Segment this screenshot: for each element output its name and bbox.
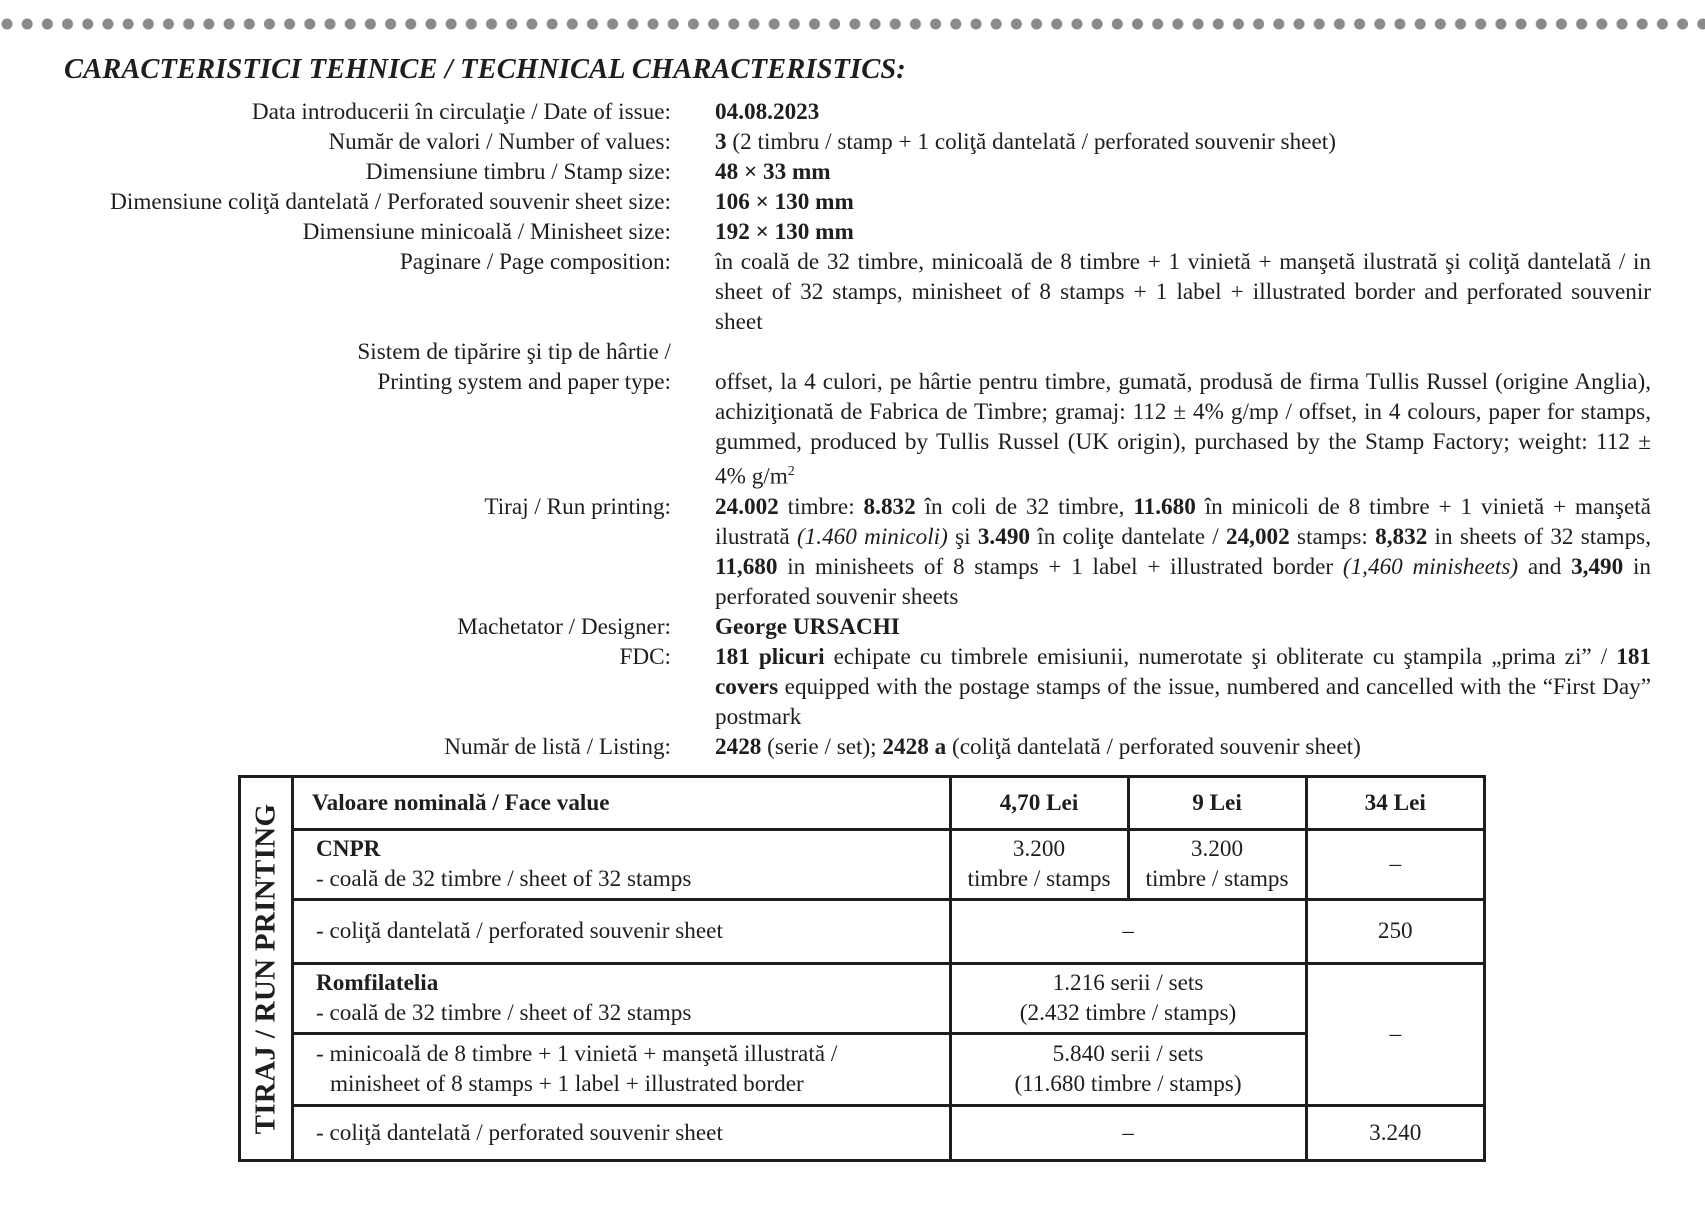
spec-label: Data introducerii în circulaţie / Date of issue: [251, 99, 671, 125]
spec-row-sheet-size [0, 187, 1705, 217]
printing-text: offset, la 4 culori, pe hârtie pentru timbre, gumată, produsă de firma Tullis Russel (origine Anglia), achiziţionată de Fabrica de Timbre; gramaj: 112 ± 4% g/mp / offset, in 4 colours, paper for stamps, gummed, produced by Tullis Russel (UK origin), purchased by the Stamp Factory; weight: 112 ± 4% g/m [715, 369, 1651, 490]
header-col: 4,70 Lei [950, 778, 1128, 829]
table-cell: – [950, 1105, 1306, 1159]
spec-value: 48 × 33 mm [715, 159, 831, 185]
run-text: în coliţe dantelate / [1030, 523, 1226, 550]
cell-unit: timbre / stamps [1145, 866, 1289, 892]
row-desc: - coală de 32 timbre / sheet of 32 stamps [316, 866, 692, 892]
header-col: 9 Lei [1128, 778, 1306, 829]
spec-label: Dimensiune coliţă dantelată / Perforated souvenir sheet size: [110, 189, 671, 215]
spec-value [715, 732, 1651, 762]
listing-number: 2428 a [882, 733, 947, 760]
value-count: 3 [715, 129, 727, 155]
run-number: 8.832 [863, 493, 916, 520]
spec-row-run [0, 492, 1705, 612]
header-face-value: Valoare nominală / Face value [294, 778, 950, 829]
listing-text: (coliţă dantelată / perforated souvenir sheet) [946, 733, 1361, 760]
row-desc: - coală de 32 timbre / sheet of 32 stamps [316, 1000, 692, 1026]
table-cell: 3.240 [1306, 1105, 1483, 1159]
cell-value: (2.432 timbre / stamps) [1019, 1000, 1237, 1026]
spec-value [715, 127, 1651, 157]
row-label [294, 829, 950, 899]
table-row [294, 899, 1483, 963]
run-italic: (1.460 minicoli) [796, 523, 948, 550]
table-side-title [241, 778, 294, 1159]
run-text: in minisheets of 8 stamps + 1 label + illustrated border [777, 553, 1343, 580]
run-text: and [1518, 553, 1572, 580]
run-text: timbre: [778, 493, 864, 520]
spec-value [715, 492, 1651, 612]
cell-value: 5.840 serii / sets [1052, 1041, 1204, 1067]
spec-row-printing-label [0, 337, 1705, 367]
fdc-count: 181 plicuri [715, 643, 825, 670]
header-col: 34 Lei [1306, 778, 1483, 829]
run-text: în minicoli de 8 timbre + 1 vinietă + manşetă ilustrată [715, 493, 1651, 550]
superscript: 2 [787, 464, 795, 479]
issuer-name: Romfilatelia [316, 970, 439, 996]
dotted-border [0, 17, 1705, 31]
cell-value: 3.200 [1190, 836, 1244, 862]
listing-text: (serie / set); [761, 733, 883, 760]
value-text: (2 timbru / stamp + 1 coliţă dantelată / perforated souvenir sheet) [726, 129, 1336, 155]
spec-value: în coală de 32 timbre, minicoală de 8 timbre + 1 vinietă + manşetă ilustrată şi coliţă dantelată / in sheet of 32 stamps, minisheet of 8 stamps + 1 label + illustrated border and perforated souvenir sheet [715, 249, 1651, 335]
run-text: şi [947, 523, 978, 550]
spec-row-date [0, 97, 1705, 127]
run-number: 3.490 [977, 523, 1030, 550]
table-row [294, 1033, 1483, 1105]
run-number: 11,680 [715, 553, 778, 580]
spec-label: Dimensiune minicoală / Minisheet size: [302, 219, 671, 245]
run-number: 24.002 [715, 493, 779, 520]
table-cell [950, 829, 1128, 899]
run-text: in perforated souvenir sheets [715, 553, 1652, 610]
spec-row-stamp-size [0, 157, 1705, 187]
spec-label: FDC: [619, 643, 671, 670]
table-row [294, 829, 1483, 899]
run-number: 8,832 [1375, 523, 1428, 550]
fdc-count: 181 covers [715, 643, 1651, 700]
spec-value: 04.08.2023 [715, 99, 820, 125]
row-label [294, 1033, 950, 1105]
table-row [294, 1105, 1483, 1159]
table-row [294, 963, 1483, 1033]
table-cell [950, 1033, 1306, 1105]
cell-value: 3.200 [1012, 836, 1066, 862]
spec-row-printing [0, 367, 1705, 492]
row-label [294, 963, 950, 1033]
spec-label: Sistem de tipărire şi tip de hârtie / [357, 339, 671, 365]
table-cell: – [1306, 829, 1483, 899]
run-text: stamps: [1289, 523, 1376, 550]
run-italic: (1,460 minisheets) [1342, 553, 1519, 580]
spec-label: Paginare / Page composition: [399, 249, 671, 275]
spec-row-fdc [0, 642, 1705, 732]
spec-value: George URSACHI [715, 613, 900, 640]
run-number: 3,490 [1571, 553, 1624, 580]
spec-value [715, 642, 1651, 732]
spec-value [715, 367, 1651, 492]
section-heading: CARACTERISTICI TEHNICE / TECHNICAL CHARACTERISTICS: [64, 54, 906, 85]
table-header-row [294, 778, 1483, 829]
cell-value: (11.680 timbre / stamps) [1014, 1071, 1242, 1097]
row-desc: minisheet of 8 stamps + 1 label + illustrated border [330, 1071, 804, 1097]
row-label: - coliţă dantelată / perforated souvenir sheet [294, 899, 950, 963]
run-text: în coli de 32 timbre, [915, 493, 1134, 520]
run-number: 11.680 [1133, 493, 1196, 520]
cell-unit: timbre / stamps [967, 866, 1111, 892]
fdc-text: equipped with the postage stamps of the issue, numbered and cancelled with the “First Day” postmark [715, 673, 1651, 730]
run-text: in sheets of 32 stamps, [1427, 523, 1651, 550]
table-cell [950, 963, 1306, 1033]
spec-row-designer [0, 612, 1705, 642]
row-desc: - minicoală de 8 timbre + 1 vinietă + manşetă illustrată / [316, 1041, 838, 1067]
table-cell [1128, 829, 1306, 899]
spec-list [0, 97, 1705, 762]
spec-row-page [0, 247, 1705, 337]
fdc-text: echipate cu timbrele emisiunii, numerotate şi obliterate cu ştampila „prima zi” / [824, 643, 1617, 670]
spec-value: 192 × 130 mm [715, 219, 854, 245]
spec-label: Număr de listă / Listing: [444, 733, 671, 760]
spec-label: Tiraj / Run printing: [484, 493, 671, 520]
table-cell: – [950, 899, 1306, 963]
spec-label: Printing system and paper type: [377, 369, 671, 395]
spec-label: Număr de valori / Number of values: [328, 129, 671, 155]
run-printing-table [238, 775, 1486, 1162]
row-label: - coliţă dantelată / perforated souvenir sheet [294, 1105, 950, 1159]
spec-label: Machetator / Designer: [457, 613, 671, 640]
spec-row-values [0, 127, 1705, 157]
table-cell: – [1306, 963, 1483, 1105]
listing-number: 2428 [715, 733, 762, 760]
run-table [294, 778, 1483, 1159]
spec-row-listing [0, 732, 1705, 762]
cell-value: 1.216 serii / sets [1052, 970, 1204, 996]
spec-label: Dimensiune timbru / Stamp size: [365, 159, 671, 185]
run-number: 24,002 [1225, 523, 1290, 550]
spec-row-minisheet-size [0, 217, 1705, 247]
issuer-name: CNPR [316, 836, 381, 862]
spec-value: 106 × 130 mm [715, 189, 854, 215]
table-cell: 250 [1306, 899, 1483, 963]
vertical-title: TIRAJ / RUN PRINTING [249, 803, 282, 1134]
